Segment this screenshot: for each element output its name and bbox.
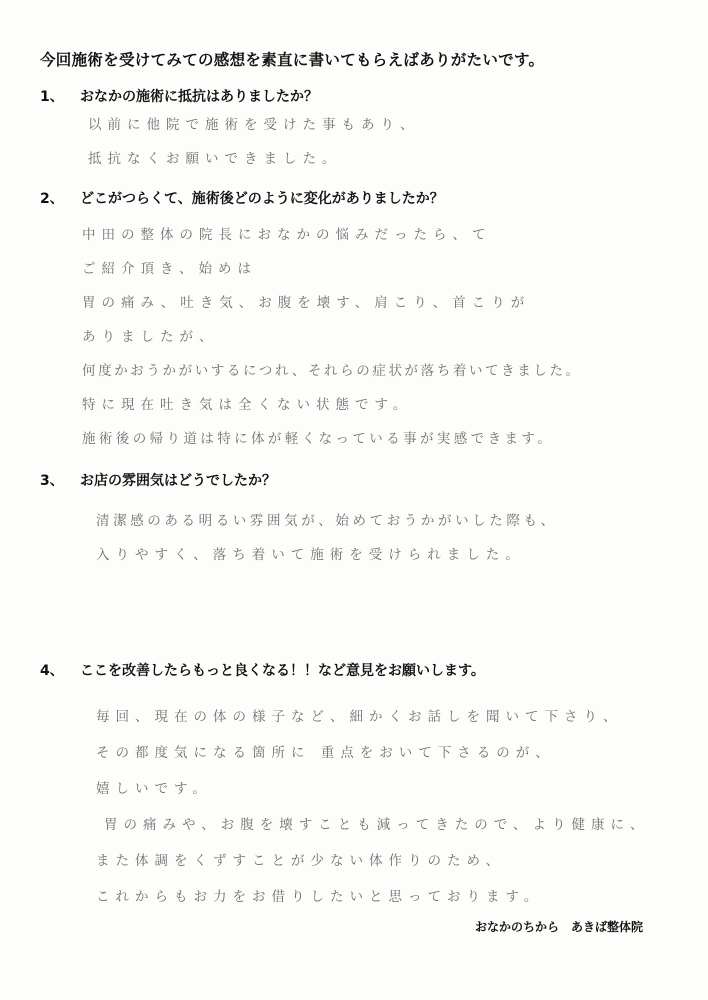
answer-line: 胃の痛み、吐き気、お腹を壊す、肩こり、首こりが [82, 295, 531, 311]
answer-line: 嬉しいです。 [96, 781, 212, 797]
answer-4 [96, 700, 649, 916]
answer-line: 清潔感のある明るい雰囲気が、始めておうかがいした際も、 [96, 513, 558, 529]
answer-line: 胃の痛みや、お腹を壊すことも減ってきたので、より健康に、 [104, 817, 650, 833]
answer-line: ご紹介頂き、始めは [82, 261, 257, 277]
question-number: 1、 [40, 89, 64, 105]
survey-intro: 今回施術を受けてみての感想を素直に書いてもらえばありがたいです。 [40, 51, 545, 69]
question-number: 2、 [40, 191, 64, 207]
question-2 [40, 188, 444, 208]
answer-3 [96, 504, 558, 572]
answer-line: 入りやすく、落ち着いて施術を受けられました。 [96, 547, 525, 563]
answer-line: また体調をくずすことが少ない体作りのため、 [96, 853, 505, 869]
question-1 [40, 86, 318, 106]
answer-1 [88, 108, 420, 176]
answer-2 [82, 218, 582, 456]
answer-line: 抵抗なくお願いできました。 [88, 151, 342, 167]
answer-line: 中田の整体の院長におなかの悩みだったら、て [82, 227, 492, 243]
clinic-name: おなかのちから あきば整体院 [475, 920, 644, 934]
question-text: ここを改善したらもっと良くなる！！など意見をお願いします。 [80, 663, 485, 679]
question-text: どこがつらくて、施術後どのように変化がありましたか？ [80, 191, 444, 207]
answer-line: 何度かおうかがいするにつれ、それらの症状が落ち着いてきました。 [82, 363, 582, 379]
answer-line: ありましたが、 [82, 329, 219, 345]
question-text: お店の雰囲気はどうでしたか？ [80, 473, 276, 489]
answer-line: 施術後の帰り道は特に体が軽くなっている事が実感できます。 [82, 431, 555, 447]
answer-line: 以前に他院で施術を受けた事もあり、 [88, 117, 420, 133]
answer-line: 毎回、現在の体の様子など、細かくお話しを聞いて下さり、 [96, 709, 623, 725]
question-3 [40, 470, 276, 490]
question-text: おなかの施術に抵抗はありましたか？ [80, 89, 318, 105]
question-number: 4、 [40, 663, 64, 679]
answer-line: これからもお力をお借りしたいと思っております。 [96, 889, 544, 905]
answer-line: その都度気になる箇所に 重点をおいて下さるのが、 [96, 745, 555, 761]
question-number: 3、 [40, 473, 64, 489]
answer-line: 特に現在吐き気は全くない状態です。 [82, 397, 413, 413]
question-4 [40, 660, 485, 680]
